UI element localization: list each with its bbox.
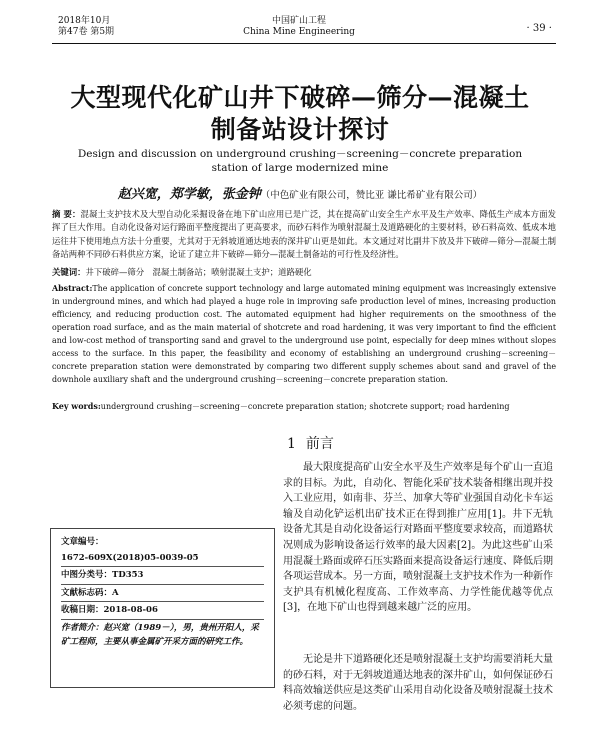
author-line [40, 183, 560, 202]
header-rule [52, 43, 556, 44]
keywords-label-en: Key words: [52, 401, 101, 411]
english-title-line-2: station of large modernized mine [211, 162, 389, 174]
author-affiliation: （中色矿业有限公司，赞比亚 谦比希矿业有限公司） [260, 190, 483, 201]
english-keywords [52, 400, 556, 413]
clc-number: 中图分类号：TD353 [61, 567, 264, 585]
received-date: 收稿日期：2018-08-06 [61, 602, 264, 620]
abstract-label-cn: 摘 要： [52, 209, 81, 219]
keywords-text-cn: 井下破碎—筛分 混凝土制备站；喷射混凝土支护；道路硬化 [85, 267, 312, 277]
english-abstract [52, 282, 556, 386]
journal-name-cn: 中国矿山工程 [271, 16, 326, 26]
journal-name-en: China Mine Engineering [243, 27, 355, 37]
author-bio: 作者简介：赵兴宽（1989－），男，贵州开阳人，采矿工程师，主要从事金属矿开采方面的研究工作。 [61, 622, 259, 647]
journal-name [40, 16, 558, 38]
article-number: 1672-609X(2018)05-0039-05 [61, 550, 264, 568]
body-paragraph-2: 无论是井下道路硬化还是喷射混凝土支护均需要消耗大量的砂石料，对于无斜坡道通达地表的深井矿山，如何保证砂石料高效输送供应是这类矿山采用自动化设备及喷射混凝土技术必须考虑的问题。 [283, 654, 553, 712]
keywords-label-cn: 关键词： [52, 267, 86, 277]
article-title [30, 82, 570, 146]
author-names: 赵兴宽，郑学敏，张金钟 [117, 187, 261, 202]
keywords-text-en: underground crushing－screening－concrete preparation station; shotcrete support; road hardening [100, 402, 510, 411]
abstract-text-cn: 混凝土支护技术及大型自动化采掘设备在地下矿山应用已是广泛，其在提高矿山安全生产水平及生产效率、降低生产成本方面发挥了巨大作用。自动化设备对运行路面平整度提出了更高要求，而砂石料作为喷射混凝土及道路硬化的主要材料，砂石料高效、低成本地运往井下使用地点方法十分重要，尤其对于无斜坡道通达地表的深井矿山更是如此。本文通过对比副井下放及井下破碎—筛分—混凝土制备站两种不同砂石料供应方案，论证了建立井下破碎—筛分—混凝土制备站的可行性及经济性。 [52, 209, 556, 260]
body-paragraph-1: 最大限度提高矿山安全水平及生产效率是每个矿山一直追求的目标。为此，自动化、智能化采矿技术装备相继出现并投入工业应用，如南非、芬兰、加拿大等矿业强国自动化卡车运输及自动化铲运机出矿技术正在得到推广应用[1]。井下无轨设备尤其是自动化设备运行对路面平整度要求较高，而道路状况则成为影响设备运行效率的最大因素[2]。为此这些矿山采用混凝土路面或碎石压实路面来提高设备运行速度、降低后期各项运营成本。另一方面，喷射混凝土支护技术作为一种新作支护具有机械化程度高、工作效率高、力学性能优越等优点[3]，在地下矿山也得到越来越广泛的应用。 [283, 462, 553, 614]
section-number: 1 [287, 436, 296, 452]
section-title: 前言 [305, 436, 334, 452]
title-line-1: 大型现代化矿山井下破碎—筛分—混凝土 [70, 83, 530, 112]
abstract-text-en: The application of concrete support technology and large automated mining equipment was increasingly extensive in underground mines, and which had played a huge role in improving safe production level of mines, increasing production efficiency, and reducing production cost. The automated equipment had higher requirements on the smoothness of the operation road surface, and as the main material of shotcrete and road hardening, it was very important to find the efficient and low-cost method of transporting sand and gravel to the underground use point, especially for deep mines without slopes access to the surface. In this paper, the feasibility and economy of establishing an underground crushing－screening－concrete preparation station were demonstrated by comparing two different supply schemes about sand and gravel of the downhole auxiliary shaft and the underground crushing－screening－concrete preparation station. [52, 284, 556, 384]
chinese-keywords [52, 266, 556, 279]
volume-issue: 第47卷 第5期 [58, 27, 115, 37]
abstract-label-en: Abstract: [52, 284, 93, 293]
page-header [40, 10, 558, 44]
article-info-box [50, 528, 275, 688]
article-number-label: 文章编号： [61, 537, 104, 547]
issue-date: 2018年10月 [58, 16, 111, 26]
chinese-abstract [52, 208, 556, 262]
document-code: 文献标志码：A [61, 585, 264, 603]
english-title [60, 147, 540, 175]
title-line-2: 制备站设计探讨 [210, 115, 390, 144]
page-number: · 39 · [526, 23, 552, 34]
english-title-line-1: Design and discussion on underground crushing－screening－concrete preparation [77, 148, 523, 160]
section-heading [287, 433, 344, 453]
